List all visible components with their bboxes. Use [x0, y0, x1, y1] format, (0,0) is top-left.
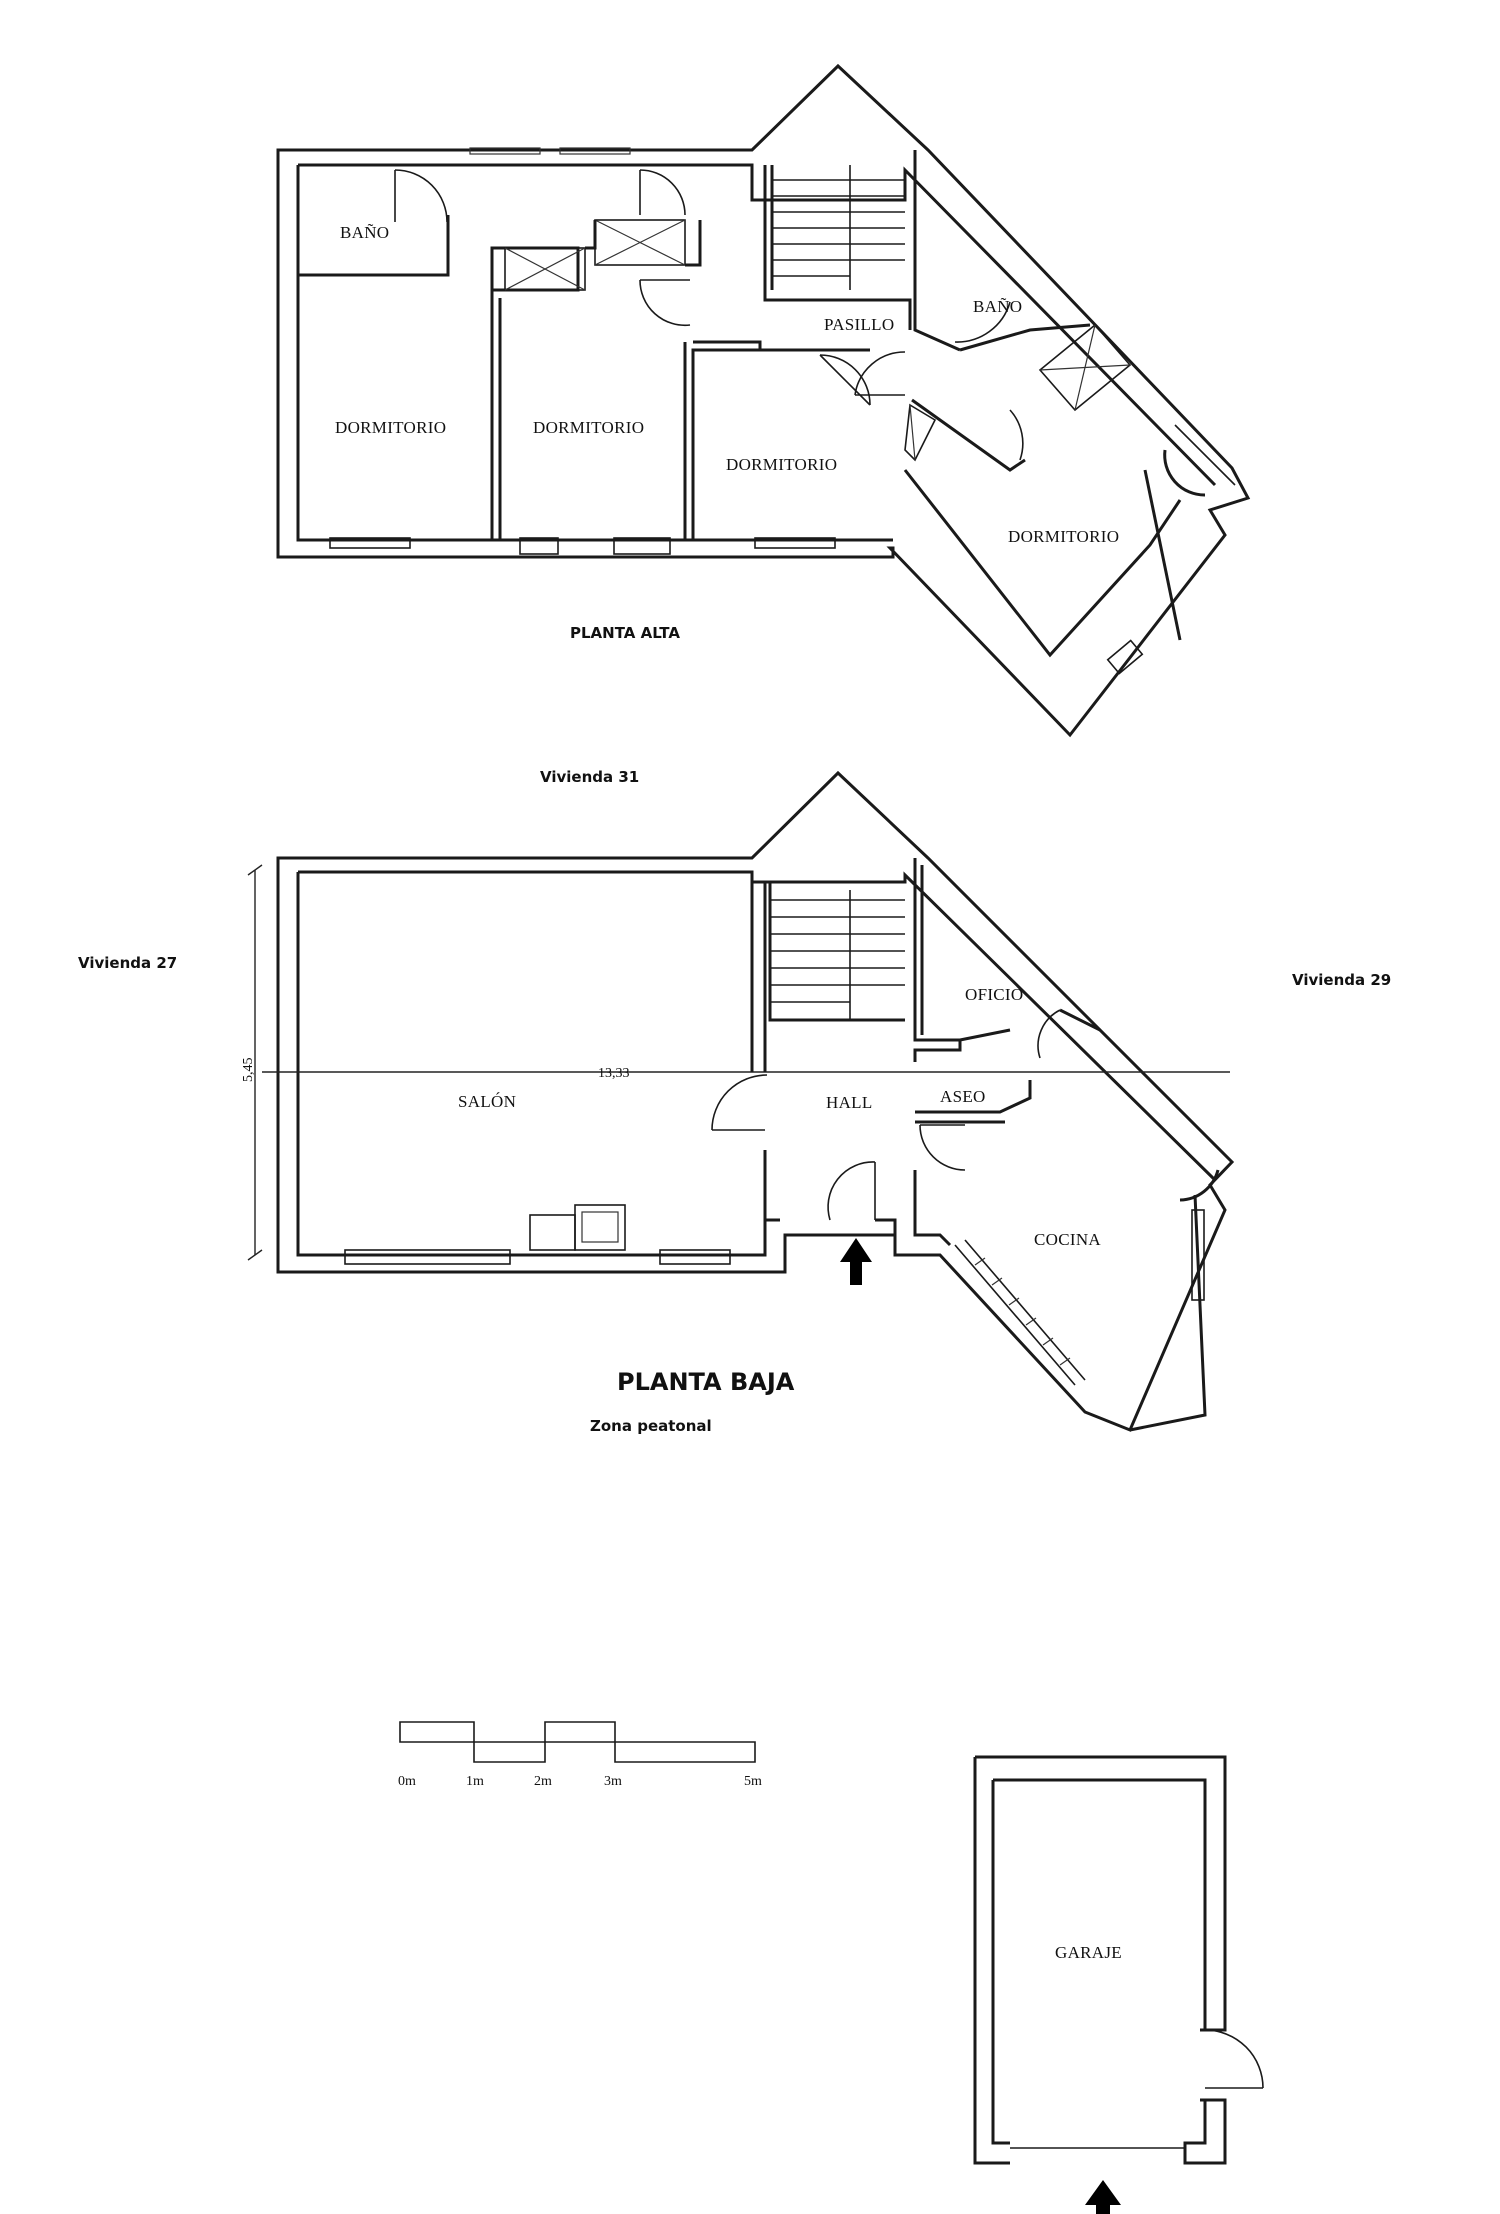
- neighbor-label-left: Vivienda 27: [78, 954, 178, 972]
- neighbor-label-right: Vivienda 29: [1292, 971, 1392, 989]
- room-label-dormitorio-4: DORMITORIO: [1008, 527, 1120, 546]
- room-label-oficio: OFICIO: [965, 985, 1024, 1004]
- room-label-aseo: ASEO: [940, 1087, 986, 1106]
- garage-plan: [975, 1757, 1263, 2214]
- scale-bar: [400, 1722, 755, 1762]
- room-label-dormitorio-1: DORMITORIO: [335, 418, 447, 437]
- ground-floor-subtitle: Zona peatonal: [590, 1417, 712, 1435]
- scale-label-2m: 2m: [534, 1774, 552, 1789]
- room-label-pasillo: PASILLO: [824, 315, 895, 334]
- scale-label-5m: 5m: [744, 1774, 762, 1789]
- garage-entrance-arrow-icon: [1085, 2180, 1121, 2214]
- room-label-bano-1: BAÑO: [340, 223, 390, 242]
- room-label-cocina: COCINA: [1034, 1230, 1101, 1249]
- room-label-bano-2: BAÑO: [973, 297, 1023, 316]
- dimension-width: 13,33: [598, 1066, 630, 1081]
- room-label-hall: HALL: [826, 1093, 873, 1112]
- dimension-height: 5,45: [241, 1057, 256, 1082]
- entrance-arrow-icon: [840, 1238, 872, 1285]
- scale-label-3m: 3m: [604, 1774, 622, 1789]
- room-label-garaje: GARAJE: [1055, 1943, 1122, 1962]
- upper-floor-plan: [278, 66, 1248, 735]
- room-label-dormitorio-2: DORMITORIO: [533, 418, 645, 437]
- ground-floor-title: PLANTA BAJA: [617, 1368, 795, 1396]
- scale-label-1m: 1m: [466, 1774, 484, 1789]
- room-label-salon: SALÓN: [458, 1092, 517, 1111]
- neighbor-label-top: Vivienda 31: [540, 768, 640, 786]
- scale-label-0m: 0m: [398, 1774, 416, 1789]
- ground-floor-plan: [248, 773, 1232, 1430]
- upper-floor-title: PLANTA ALTA: [570, 624, 680, 642]
- room-label-dormitorio-3: DORMITORIO: [726, 455, 838, 474]
